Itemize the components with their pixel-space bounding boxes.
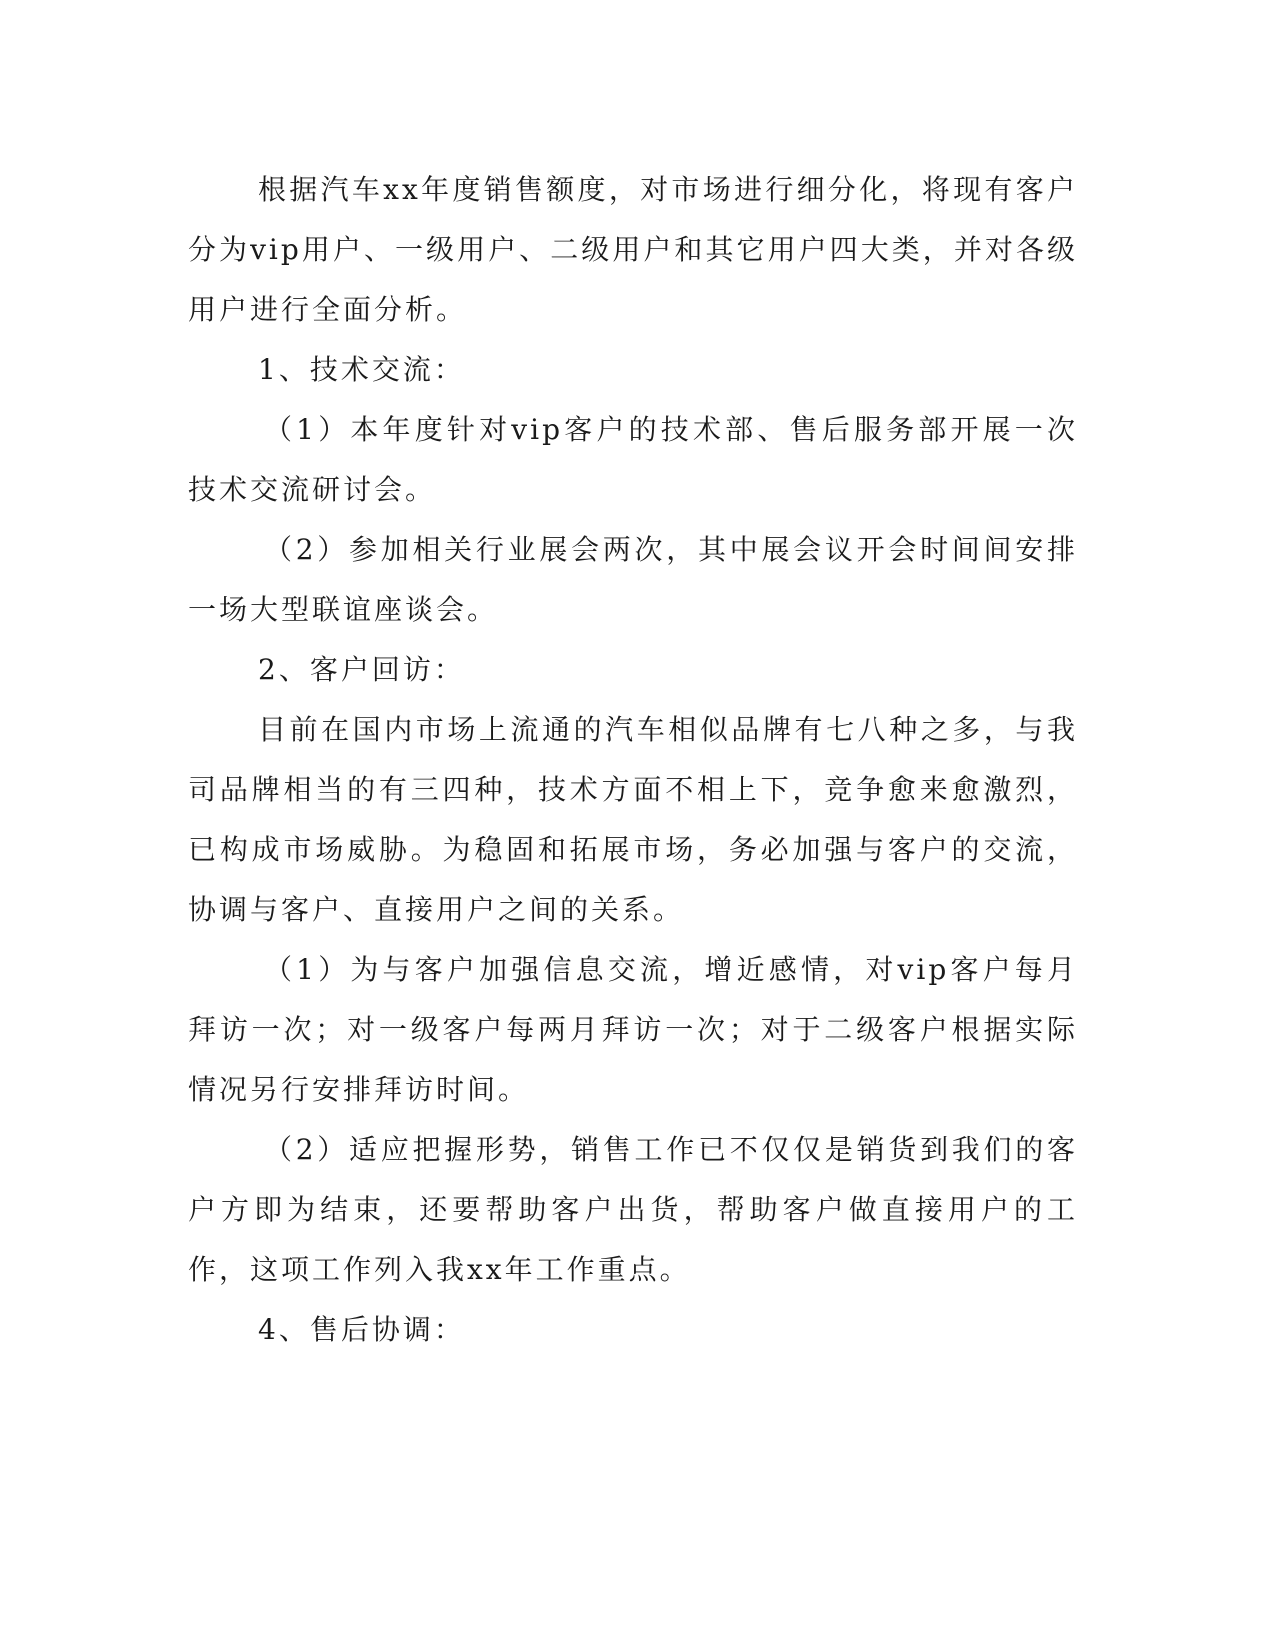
list-item: （1）为与客户加强信息交流，增近感情，对vip客户每月拜访一次；对一级客户每两月拜访一次；对于二级客户根据实际情况另行安排拜访时间。 — [188, 953, 1078, 1106]
section-heading-technical-exchange: 1、技术交流： — [258, 353, 465, 386]
body-paragraph: 目前在国内市场上流通的汽车相似品牌有七八种之多，与我司品牌相当的有三四种，技术方面不相上下，竞争愈来愈激烈，已构成市场威胁。为稳固和拓展市场，务必加强与客户的交流，协调与客户、直接用户之间的关系。 — [188, 713, 1078, 926]
section-heading-after-sales: 4、售后协调： — [258, 1313, 465, 1346]
intro-paragraph: 根据汽车xx年度销售额度，对市场进行细分化，将现有客户分为vip用户、一级用户、二级用户和其它用户四大类，并对各级用户进行全面分析。 — [188, 173, 1078, 326]
list-item: （2）参加相关行业展会两次，其中展会议开会时间间安排一场大型联谊座谈会。 — [188, 533, 1078, 626]
section-heading-customer-visits: 2、客户回访： — [258, 653, 465, 686]
list-item: （1）本年度针对vip客户的技术部、售后服务部开展一次技术交流研讨会。 — [188, 413, 1078, 506]
list-item: （2）适应把握形势，销售工作已不仅仅是销货到我们的客户方即为结束，还要帮助客户出货，帮助客户做直接用户的工作，这项工作列入我xx年工作重点。 — [188, 1133, 1078, 1286]
document-body — [188, 160, 1078, 1360]
